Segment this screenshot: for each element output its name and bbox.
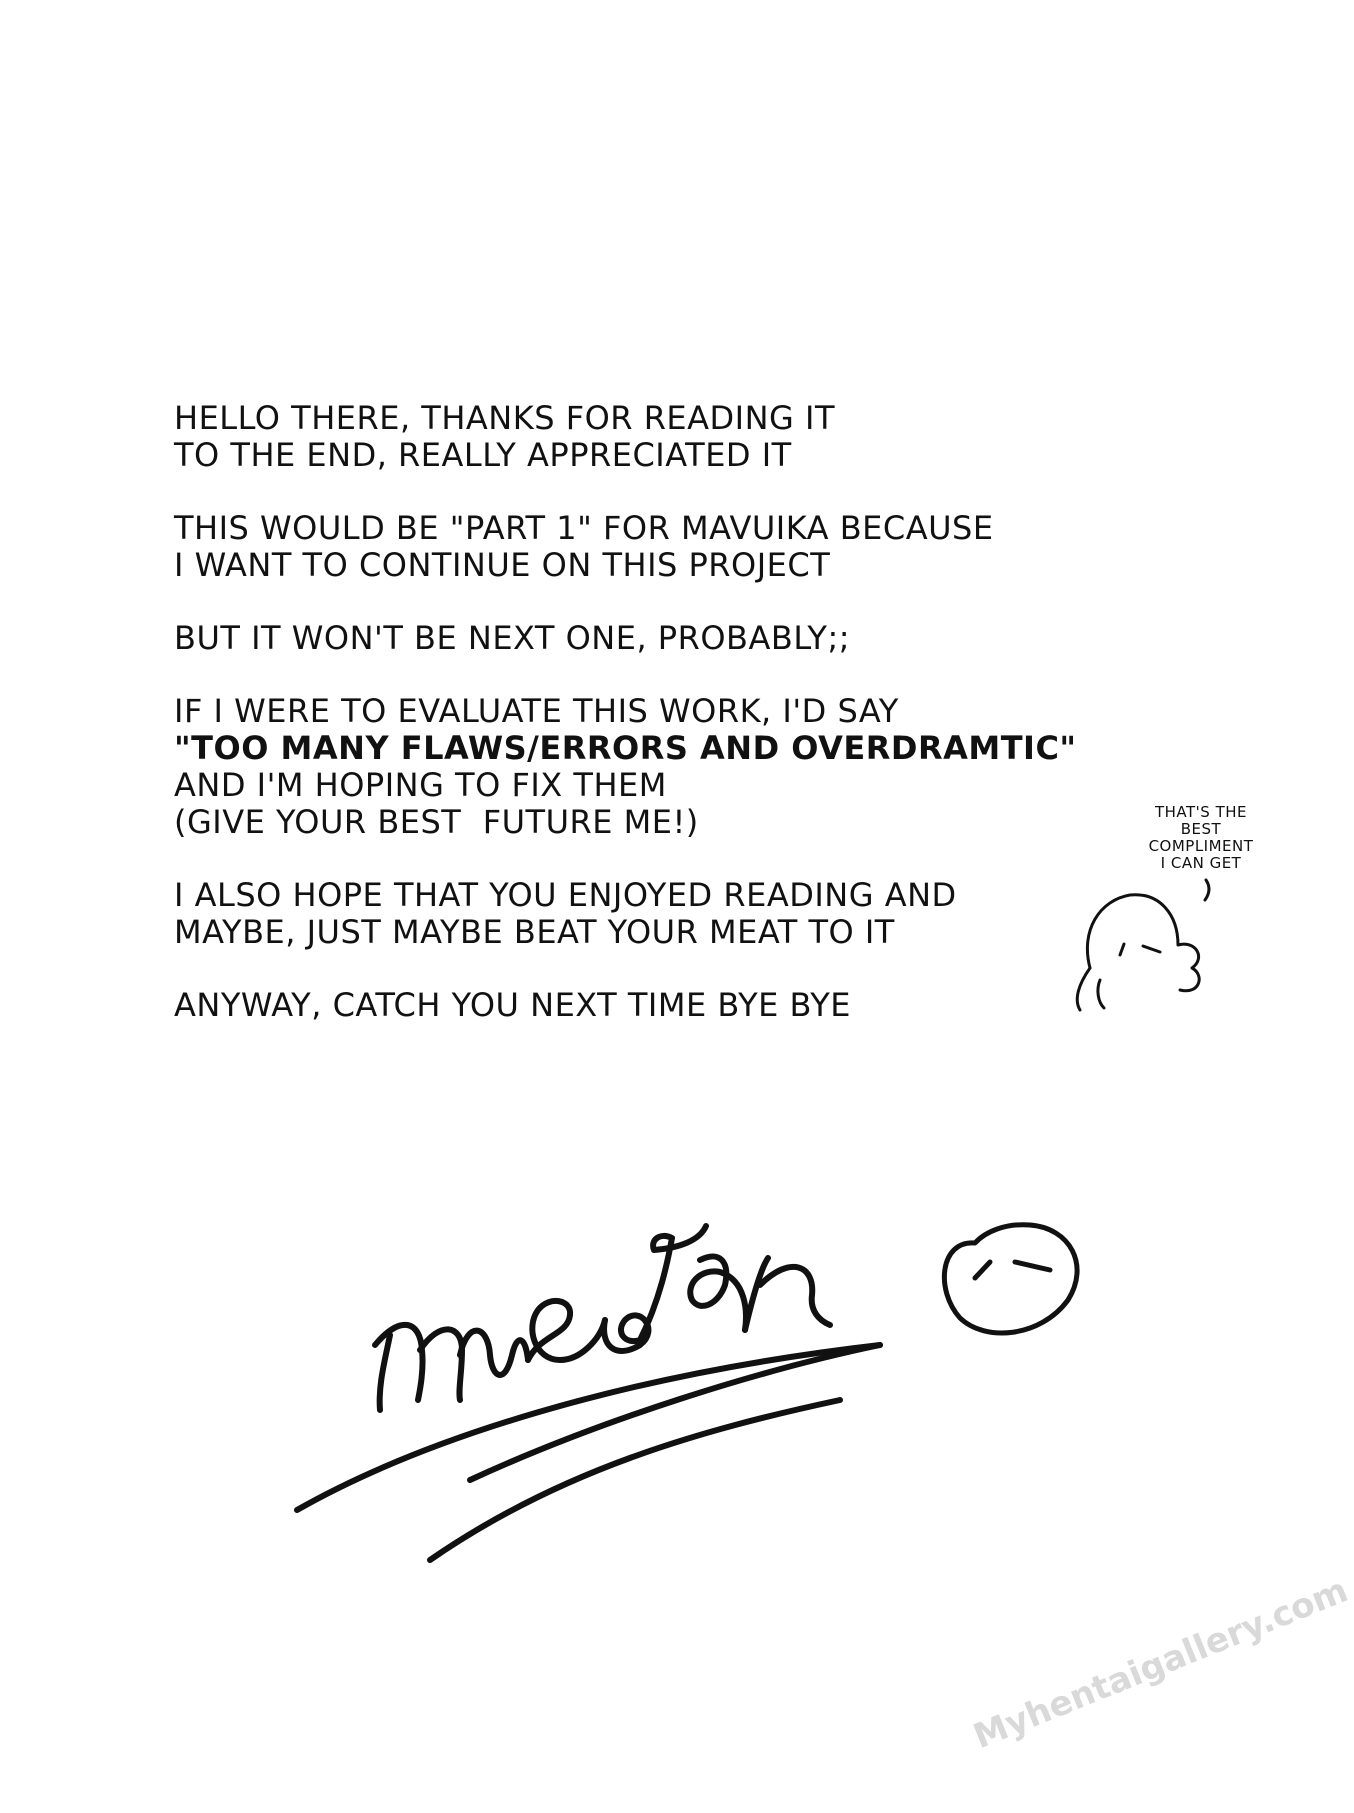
note-line: THIS WOULD BE "PART 1" FOR MAVUIKA BECAUSE: [174, 509, 994, 547]
note-line: HELLO THERE, THANKS FOR READING IT: [174, 399, 835, 437]
side-remark-line: BEST: [1180, 820, 1222, 838]
note-line: BUT IT WON'T BE NEXT ONE, PROBABLY;;: [174, 619, 850, 657]
note-line: IF I WERE TO EVALUATE THIS WORK, I'D SAY: [174, 692, 899, 730]
side-remark-line: COMPLIMENT: [1148, 837, 1254, 855]
note-line-emphasis: "TOO MANY FLAWS/ERRORS AND OVERDRAMTIC": [174, 729, 1077, 767]
site-watermark: Myhentaigallery.com: [968, 1570, 1354, 1758]
signature-icon: [297, 1226, 880, 1560]
note-line: I WANT TO CONTINUE ON THIS PROJECT: [174, 546, 831, 584]
note-line: ANYWAY, CATCH YOU NEXT TIME BYE BYE: [174, 986, 851, 1024]
side-remark-line: THAT'S THE: [1154, 803, 1248, 821]
note-line: TO THE END, REALLY APPRECIATED IT: [174, 436, 792, 474]
blob-character-icon: [1077, 880, 1209, 1010]
note-line: I ALSO HOPE THAT YOU ENJOYED READING AND: [174, 876, 957, 914]
side-remark-line: I CAN GET: [1160, 854, 1242, 872]
note-line: (GIVE YOUR BEST FUTURE ME!): [174, 803, 699, 841]
note-line: AND I'M HOPING TO FIX THEM: [174, 766, 667, 804]
note-line: MAYBE, JUST MAYBE BEAT YOUR MEAT TO IT: [174, 913, 895, 951]
smiley-face-icon: [944, 1225, 1077, 1333]
